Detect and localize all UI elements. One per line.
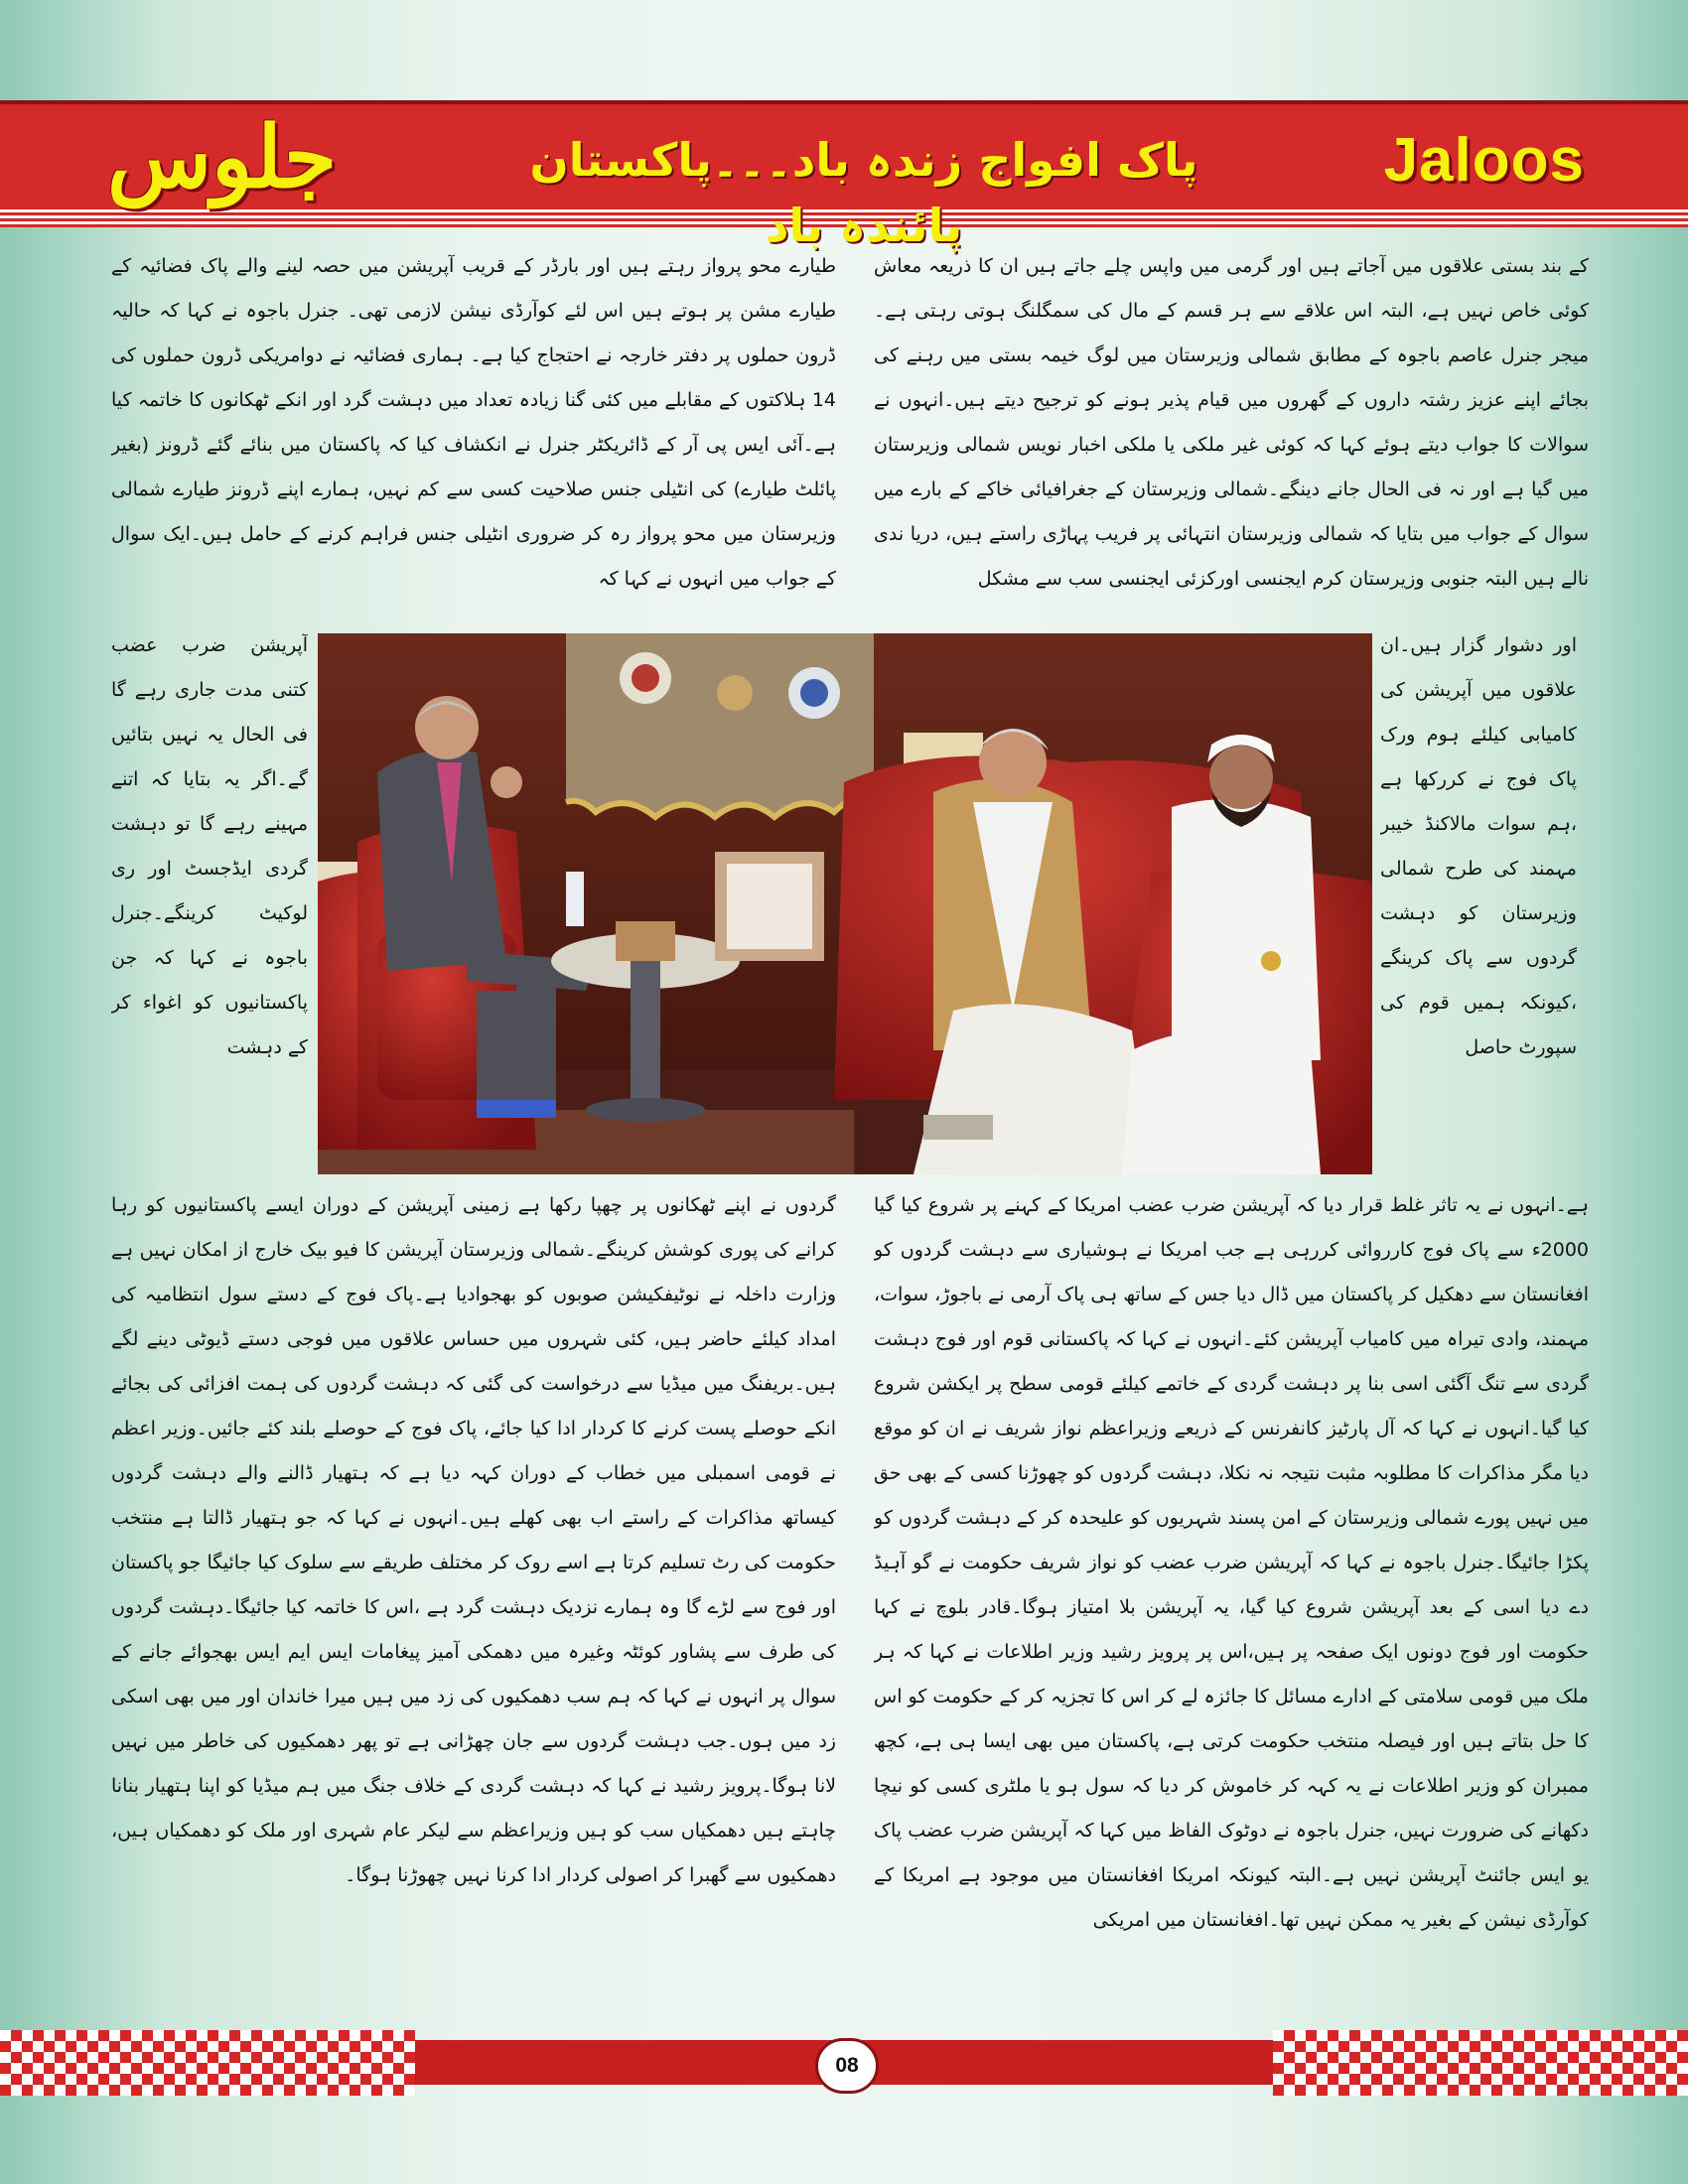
article-paragraph: طیارے محو پرواز رہتے ہیں اور بارڈر کے قریب آپریشن میں حصہ لینے والے پاک فضائیہ کے طیارے مشن پر ہوتے ہیں اس لئے کوآرڈی نیشن لازمی تھی۔ جنرل باجوہ نے کہا کہ حالیہ ڈرون حملوں پر دفتر خارجہ نے احتجاج کیا ہے۔ ہماری فضائیہ نے دوامریکی ڈرون حملوں کی 14 ہلاکتوں کے مقابلے میں کئی گنا زیادہ تعداد میں دہشت گرد اور انکے ٹھکانوں کا خاتمہ کیا ہے۔آئی ایس پی آر کے ڈائریکٹر جنرل نے انکشاف کیا کہ پاکستان میں بنائے گئے ڈرونز (بغیر پائلٹ طیارے) کی انٹیلی جنس صلاحیت کسی سے کم نہیں، ہمارے اپنے ڈرونز طیارے شمالی وزیرستان میں محو پرواز رہ کر ضروری انٹیلی جنس فراہم کرنے کے حامل ہیں۔ایک سوال کے جواب میں انہوں نے کہا کہ [111,255,836,590]
article-paragraph: ہے۔انہوں نے یہ تاثر غلط قرار دیا کہ آپریشن ضرب عضب امریکا کے کہنے پر شروع کیا گیا 2000ء سے پاک فوج کارروائی کررہی ہے جب امریکا نے ہوشیاری سے دہشت گردوں کو افغانستان سے دھکیل کر پاکستان میں ڈال دیا جس کے ساتھ ہی پاک آرمی نے باجوڑ، سوات، مہمند، وادی تیراہ میں کامیاب آپریشن کئے۔انہوں نے کہا کہ پاکستانی قوم اور فوج دہشت گردی سے تنگ آگئی اسی بنا پر دہشت گردی کے خاتمے کیلئے قومی سطح پر ایکشن شروع کیا گیا۔انہوں نے کہا کہ آل پارٹیز کانفرنس کے ذریعے وزیراعظم نواز شریف نے ان کو موقع دیا مگر مذاکرات کا مطلوبہ مثبت نتیجہ نہ نکلا، دہشت گردوں کو چھوڑنا کسی کے بھی حق میں نہیں پورے شمالی وزیرستان کے امن پسند شہریوں کو علیحدہ کر کے دہشت گردوں کو پکڑا جائیگا۔جنرل باجوہ نے کہا کہ آپریشن ضرب عضب کو نواز شریف حکومت نے گو آہیڈ دے دیا اسی کے بعد آپریشن شروع کیا گیا، یہ آپریشن بلا امتیاز ہوگا۔قادر بلوچ نے کہا حکومت اور فوج دونوں ایک صفحہ پر ہیں،اس پر پرویز رشید وزیر اطلاعات نے کہا کہ ہر ملک میں قومی سلامتی کے ادارے مسائل کا جائزہ لے کر اس کا تجزیہ کر کے حکومت کو اس کا حل بتاتے ہیں اور فیصلہ منتخب حکومت کرتی ہے، پاکستان میں بھی ایسا ہی ہے، کچھ ممبران کو وزیر اطلاعات نے یہ کہہ کر خاموش کر دیا کہ سول ہو یا ملٹری کسی کو نیچا دکھانے کی ضرورت نہیں، جنرل باجوہ نے دوٹوک الفاظ میں کہا کہ آپریشن ضرب عضب پاک یو ایس جائنٹ آپریشن نہیں ہے۔البتہ کیونکہ امریکا افغانستان میں موجود ہے امریکا کے کوآرڈی نیشن کے بغیر یہ ممکن نہیں تھا۔افغانستان میں امریکی [874,1194,1589,1931]
article-column-right-bottom [874,1183,1589,2021]
footer-checker-left [0,2030,415,2096]
article-paragraph: اور دشوار گزار ہیں۔ان علاقوں میں آپریشن کی کامیابی کیلئے ہوم ورک پاک فوج نے کررکھا ہے ،ہم سوات مالاکنڈ خیبر مہمند کی طرح شمالی وزیرستان کو دہشت گردوں سے پاک کرینگے ،کیونکہ ہمیں قوم کی سپورٹ حاصل [1380,634,1577,1058]
article-column-left-narrow [111,623,308,1181]
article-column-right-narrow [1380,623,1577,1181]
article-paragraph: کے بند بستی علاقوں میں آجاتے ہیں اور گرمی میں واپس چلے جاتے ہیں ان کا ذریعہ معاش کوئی خاص نہیں ہے، البتہ اس علاقے سے ہر قسم کے مال کی سمگلنگ ہوتی رہتی ہے۔ میجر جنرل عاصم باجوہ کے مطابق شمالی وزیرستان میں لوگ خیمہ بستی میں رہنے کی بجائے اپنے عزیز رشتہ داروں کے گھروں میں قیام پذیر ہونے کو ترجیح دیتے ہیں۔انہوں نے سوالات کا جواب دیتے ہوئے کہا کہ کوئی غیر ملکی یا ملکی اخبار نویس شمالی وزیرستان میں گیا ہے اور نہ فی الحال جانے دینگے۔شمالی وزیرستان کے جغرافیائی خاکے کے بارے میں سوال کے جواب میں بتایا کہ شمالی وزیرستان انتہائی پر فریب پہاڑی راستے ہیں، دریا ندی نالے ہیں البتہ جنوبی وزیرستان کرم ایجنسی اورکزئی ایجنسی سب سے مشکل [874,255,1589,590]
article-column-right-top [874,244,1589,623]
page-number: 08 [815,2038,879,2094]
article-paragraph: گردوں نے اپنے ٹھکانوں پر چھپا رکھا ہے زمینی آپریشن کے دوران ایسے پاکستانیوں کو رہا کرانے کی پوری کوشش کرینگے۔شمالی وزیرستان آپریشن کا فیو بیک خارج از امکان نہیں ہے وزارت داخلہ نے نوٹیفکیشن صوبوں کو بھجوادیا ہے۔پاک فوج کے دستے سول انتظامیہ کی امداد کیلئے حاضر ہیں، کئی شہروں میں حساس علاقوں میں فوجی دستے ڈیوٹی دینے لگے ہیں۔بریفنگ میں میڈیا سے درخواست کی گئی کہ دہشت گردوں کی ہمت افزائی کی بجائے انکے حوصلے پست کرنے کا کردار ادا کیا جائے، پاک فوج کے حوصلے بلند کئے جائیں۔وزیر اعظم نے قومی اسمبلی میں خطاب کے دوران کہہ دیا ہے کہ ہتھیار ڈالنے والے دہشت گردوں کیساتھ مذاکرات کے راستے اب بھی کھلے ہیں۔انہوں نے کہا کہ جو ہتھیار ڈالتا ہے منتخب حکومت کی رٹ تسلیم کرتا ہے اسے روک کر مختلف طریقے سے سلوک کیا جائیگا جو پاکستان اور فوج سے لڑے گا وہ ہمارے نزدیک دہشت گرد ہے ،اس کا خاتمہ کیا جائیگا۔دہشت گردوں کی طرف سے پشاور کوئٹہ وغیرہ میں دھمکی آمیز پیغامات ایس ایم ایس بھجوائے جانے کے سوال پر انہوں نے کہا کہ ہم سب دھمکیوں کی زد میں ہیں میرا خاندان اور میں بھی اسکی زد میں ہوں۔جب دہشت گردوں سے جان چھڑانی ہے تو پھر دھمکیوں کی خاطر میں نہیں لانا ہوگا۔پرویز رشید نے کہا کہ دہشت گردی کے خلاف جنگ میں ہم میڈیا کو اپنا ہتھیار بنانا چاہتے ہیں دھمکیاں سب کو ہیں وزیراعظم سے لیکر عام شہری اور ملک کو دھمکیاں ہیں، دھمکیوں سے گھبرا کر اصولی کردار ادا کرنا نہیں چھوڑنا ہوگا۔ [111,1194,836,1886]
article-column-left-top [111,244,836,623]
logo-english: Jaloos [1383,126,1585,195]
meeting-photo-illustration [318,633,1372,1174]
masthead-slogan: پاک افواج زندہ باد۔۔۔پاکستان پائندہ باد [529,133,1198,252]
article-paragraph: آپریشن ضرب عضب کتنی مدت جاری رہے گا فی الحال یہ نہیں بتائیں گے۔اگر یہ بتایا کہ اتنے مہینے رہے گا تو دہشت گردی ایڈجسٹ اور ری لوکیٹ کرینگے۔جنرل باجوہ نے کہا کہ جن پاکستانیوں کو اغواء کر کے دہشت [111,634,308,1058]
logo-urdu: جلوس [107,107,338,207]
footer-checker-right [1273,2030,1688,2096]
article-column-left-bottom [111,1183,836,2021]
meeting-photo [318,633,1372,1174]
